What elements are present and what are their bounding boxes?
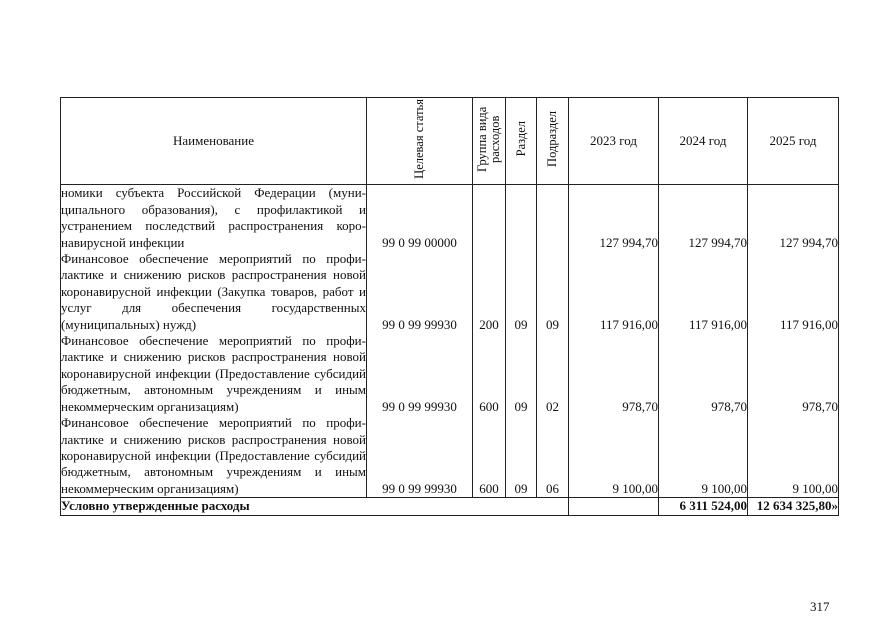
row-name: Финансовое обеспечение мероприятий по профилактике и снижению рисков распространения новой коронавирусной инфекции (Предоставление субсидий бюджетным, автономным учреждениям и иным некоммерческим организациям): [61, 333, 366, 414]
header-year-2025: 2025 год: [748, 98, 839, 185]
row-value-2025: 978,70: [748, 333, 839, 415]
row-expense-group: [473, 185, 506, 251]
row-target-article: 99 0 99 99930: [367, 415, 473, 498]
row-expense-group: 600: [473, 333, 506, 415]
header-year-2023: 2023 год: [569, 98, 659, 185]
row-value-2024: 127 994,70: [659, 185, 748, 251]
row-name: Финансовое обеспечение мероприятий по профилактике и снижению рисков распространения новой коронавирусной инфекции (Закупка товаров, работ и услуг для обеспечения государственных (муниципальных) нужд): [61, 251, 366, 332]
total-value-2025: 12 634 325,80»: [748, 498, 839, 515]
table-row: [61, 415, 839, 498]
header-subsection: Подраздел: [537, 98, 569, 185]
row-expense-group: 200: [473, 251, 506, 333]
page-number: 317: [810, 599, 830, 614]
row-value-2025: 9 100,00: [748, 415, 839, 498]
row-value-2023: 127 994,70: [569, 185, 659, 251]
header-year-2024: 2024 год: [659, 98, 748, 185]
row-expense-group: 600: [473, 415, 506, 498]
row-target-article: 99 0 99 99930: [367, 251, 473, 333]
row-value-2024: 978,70: [659, 333, 748, 415]
row-section: [506, 185, 537, 251]
header-name: Наименование: [61, 98, 367, 185]
header-row: [61, 98, 839, 185]
row-target-article: 99 0 99 00000: [367, 185, 473, 251]
row-subsection: [537, 185, 569, 251]
row-value-2023: 978,70: [569, 333, 659, 415]
header-target-article: Целевая статья: [367, 98, 473, 185]
row-name: Финансовое обеспечение мероприятий по профилактике и снижению рисков распространения новой коронавирусной инфекции (Предоставление субсидий бюджетным, автономным учреждениям и иным некоммерческим организациям): [61, 415, 366, 496]
row-target-article: 99 0 99 99930: [367, 333, 473, 415]
row-section: 09: [506, 415, 537, 498]
row-value-2025: 117 916,00: [748, 251, 839, 333]
header-section: Раздел: [506, 98, 537, 185]
row-name: номики субъекта Российской Федерации (муниципального образования), с профилактикой и устранением последствий распространения коронавирусной инфекции: [61, 185, 366, 250]
row-subsection: 06: [537, 415, 569, 498]
table-row: [61, 333, 839, 415]
header-expense-group: Группа вида расходов: [473, 98, 506, 185]
row-section: 09: [506, 333, 537, 415]
total-value-2023: [569, 498, 659, 515]
row-value-2023: 117 916,00: [569, 251, 659, 333]
row-value-2024: 9 100,00: [659, 415, 748, 498]
total-value-2024: 6 311 524,00: [659, 498, 748, 515]
row-subsection: 09: [537, 251, 569, 333]
total-label: Условно утвержденные расходы: [61, 498, 569, 515]
budget-table: [60, 97, 839, 516]
total-row: [61, 498, 839, 515]
row-value-2025: 127 994,70: [748, 185, 839, 251]
table-row: [61, 185, 839, 251]
table-row: [61, 251, 839, 333]
row-subsection: 02: [537, 333, 569, 415]
row-value-2024: 117 916,00: [659, 251, 748, 333]
row-section: 09: [506, 251, 537, 333]
row-value-2023: 9 100,00: [569, 415, 659, 498]
